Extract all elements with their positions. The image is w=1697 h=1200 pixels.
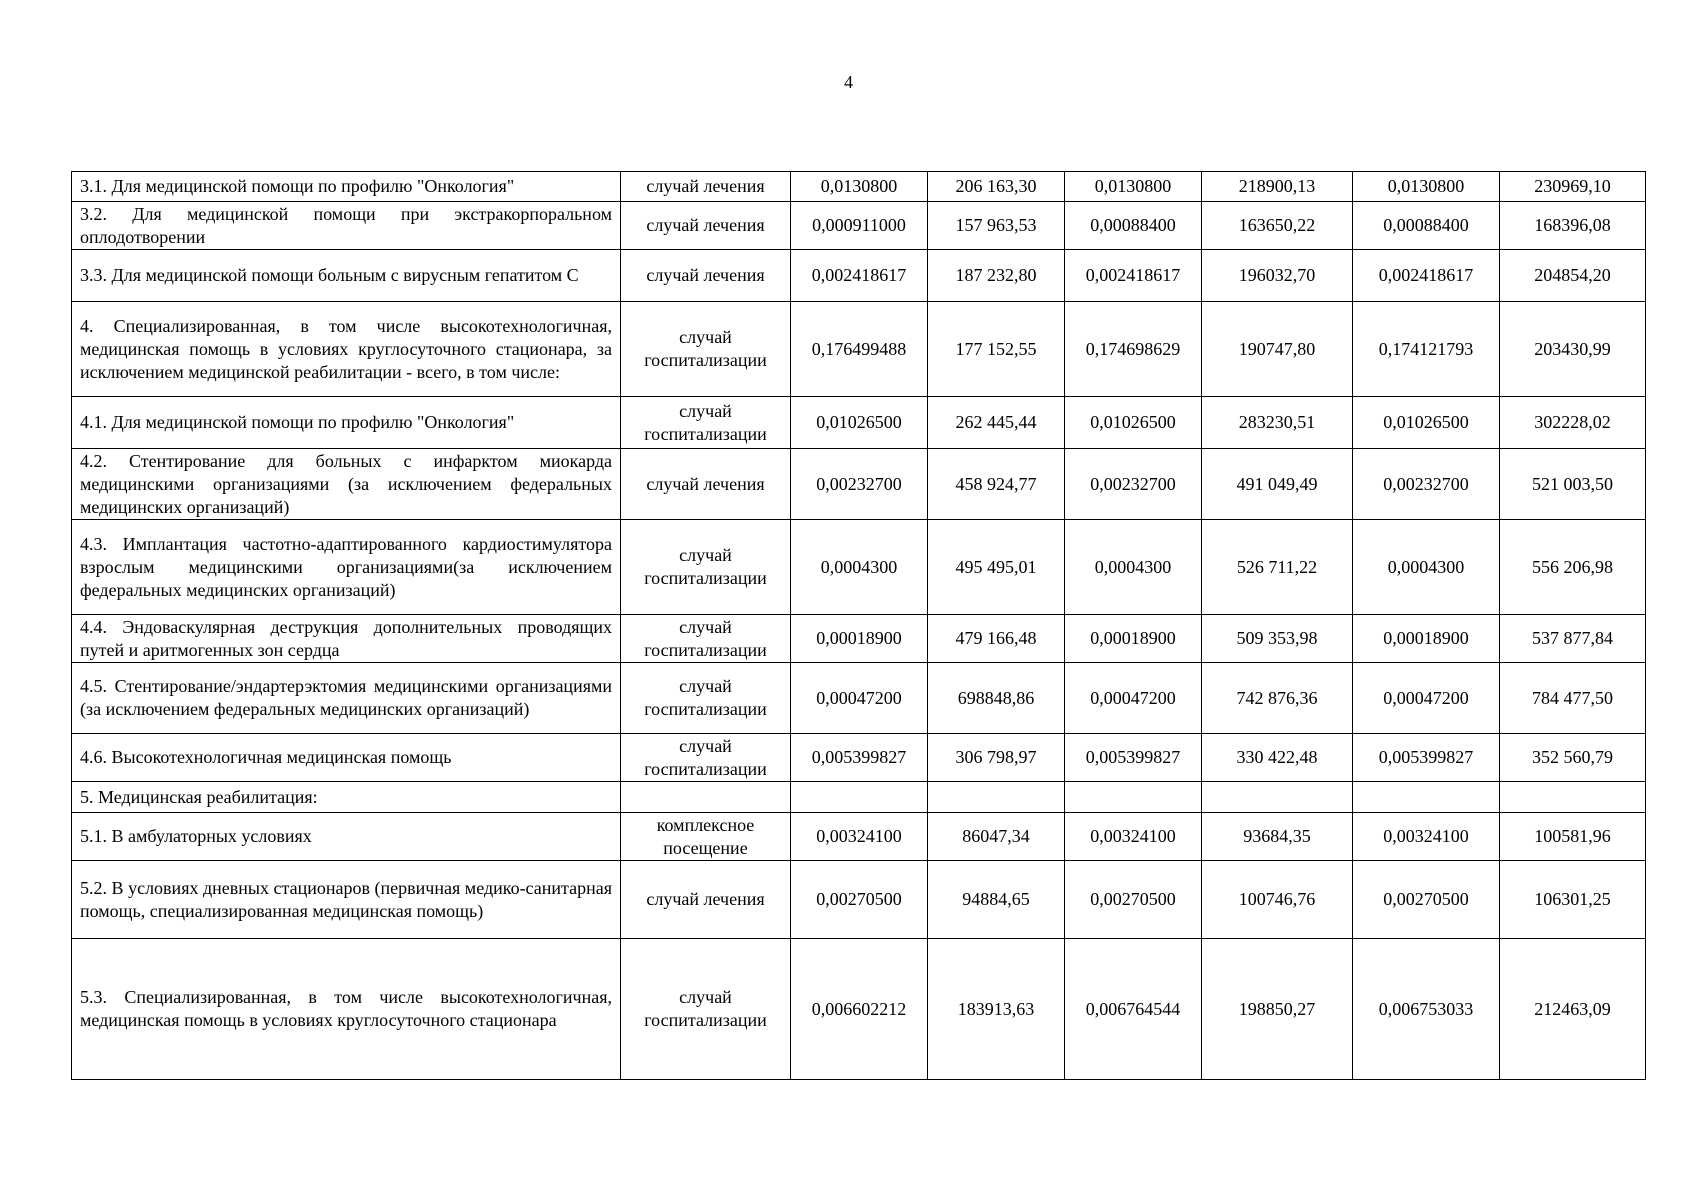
row-value: 0,00018900	[1065, 615, 1202, 663]
row-value: 537 877,84	[1500, 615, 1646, 663]
row-value: 0,00270500	[791, 861, 928, 939]
row-unit: случай госпитализации	[621, 302, 791, 397]
row-value: 0,00324100	[1065, 813, 1202, 861]
row-value: 302228,02	[1500, 397, 1646, 449]
row-value: 106301,25	[1500, 861, 1646, 939]
row-name: 4. Специализированная, в том числе высокотехнологичная, медицинская помощь в условиях круглосуточного стационара, за исключением медицинской реабилитации - всего, в том числе:	[72, 302, 621, 397]
row-value: 0,00232700	[791, 449, 928, 520]
table-row	[72, 939, 1646, 1080]
row-value: 0,01026500	[791, 397, 928, 449]
row-unit: случай госпитализации	[621, 397, 791, 449]
row-value: 0,174698629	[1065, 302, 1202, 397]
row-value: 0,006602212	[791, 939, 928, 1080]
row-value: 0,00324100	[1353, 813, 1500, 861]
row-name: 4.4. Эндоваскулярная деструкция дополнительных проводящих путей и аритмогенных зон сердца	[72, 615, 621, 663]
row-value: 458 924,77	[928, 449, 1065, 520]
table-row	[72, 449, 1646, 520]
row-value: 0,000911000	[791, 202, 928, 250]
row-value: 93684,35	[1202, 813, 1353, 861]
row-value: 203430,99	[1500, 302, 1646, 397]
row-value: 521 003,50	[1500, 449, 1646, 520]
row-value	[791, 782, 928, 813]
row-value	[1500, 782, 1646, 813]
row-unit: комплексное посещение	[621, 813, 791, 861]
row-name: 5.1. В амбулаторных условиях	[72, 813, 621, 861]
row-value: 100581,96	[1500, 813, 1646, 861]
row-value: 784 477,50	[1500, 663, 1646, 734]
row-name: 4.6. Высокотехнологичная медицинская помощь	[72, 734, 621, 782]
row-value: 0,00232700	[1065, 449, 1202, 520]
row-unit: случай госпитализации	[621, 615, 791, 663]
row-value: 0,005399827	[1353, 734, 1500, 782]
row-value: 479 166,48	[928, 615, 1065, 663]
row-value: 556 206,98	[1500, 520, 1646, 615]
row-value: 742 876,36	[1202, 663, 1353, 734]
row-name: 5.3. Специализированная, в том числе высокотехнологичная, медицинская помощь в условиях круглосуточного стационара	[72, 939, 621, 1080]
row-value: 163650,22	[1202, 202, 1353, 250]
table-row	[72, 615, 1646, 663]
row-value	[1202, 782, 1353, 813]
row-value: 100746,76	[1202, 861, 1353, 939]
row-unit: случай госпитализации	[621, 734, 791, 782]
row-value: 212463,09	[1500, 939, 1646, 1080]
row-value: 0,0130800	[1353, 172, 1500, 202]
row-value: 0,002418617	[1065, 250, 1202, 302]
row-unit: случай лечения	[621, 250, 791, 302]
row-value: 0,00324100	[791, 813, 928, 861]
row-name: 3.2. Для медицинской помощи при экстракорпоральном оплодотворении	[72, 202, 621, 250]
row-value: 526 711,22	[1202, 520, 1353, 615]
row-value: 206 163,30	[928, 172, 1065, 202]
row-value: 0,0004300	[1353, 520, 1500, 615]
row-value: 0,174121793	[1353, 302, 1500, 397]
row-value: 0,00018900	[1353, 615, 1500, 663]
row-value	[1065, 782, 1202, 813]
table-row	[72, 813, 1646, 861]
table-row	[72, 172, 1646, 202]
table-row	[72, 663, 1646, 734]
row-value: 306 798,97	[928, 734, 1065, 782]
row-value: 196032,70	[1202, 250, 1353, 302]
row-value: 0,002418617	[791, 250, 928, 302]
row-value: 0,006753033	[1353, 939, 1500, 1080]
table-row	[72, 202, 1646, 250]
row-value: 491 049,49	[1202, 449, 1353, 520]
page-number: 4	[844, 72, 853, 92]
row-name: 4.1. Для медицинской помощи по профилю "Онкология"	[72, 397, 621, 449]
row-value: 0,00270500	[1353, 861, 1500, 939]
row-name: 5.2. В условиях дневных стационаров (первичная медико-санитарная помощь, специализированная медицинская помощь)	[72, 861, 621, 939]
row-value: 0,002418617	[1353, 250, 1500, 302]
row-value: 0,00047200	[791, 663, 928, 734]
row-value: 352 560,79	[1500, 734, 1646, 782]
table-row	[72, 861, 1646, 939]
table-row	[72, 397, 1646, 449]
row-unit	[621, 782, 791, 813]
row-value: 168396,08	[1500, 202, 1646, 250]
table-row	[72, 734, 1646, 782]
row-value: 0,176499488	[791, 302, 928, 397]
row-value: 187 232,80	[928, 250, 1065, 302]
row-value: 0,00088400	[1065, 202, 1202, 250]
row-value: 183913,63	[928, 939, 1065, 1080]
row-value	[928, 782, 1065, 813]
table-row	[72, 250, 1646, 302]
row-value: 0,0130800	[1065, 172, 1202, 202]
row-value: 0,01026500	[1065, 397, 1202, 449]
row-unit: случай лечения	[621, 172, 791, 202]
row-value: 204854,20	[1500, 250, 1646, 302]
row-value: 0,005399827	[1065, 734, 1202, 782]
row-unit: случай лечения	[621, 861, 791, 939]
tariff-table	[71, 171, 1646, 1080]
row-unit: случай госпитализации	[621, 520, 791, 615]
row-name: 3.3. Для медицинской помощи больным с вирусным гепатитом С	[72, 250, 621, 302]
row-unit: случай госпитализации	[621, 663, 791, 734]
row-value: 0,00047200	[1353, 663, 1500, 734]
row-value: 0,00232700	[1353, 449, 1500, 520]
row-value: 262 445,44	[928, 397, 1065, 449]
row-name: 4.3. Имплантация частотно-адаптированного кардиостимулятора взрослым медицинскими организациями(за исключением федеральных медицинских организаций)	[72, 520, 621, 615]
row-value: 698848,86	[928, 663, 1065, 734]
row-value: 198850,27	[1202, 939, 1353, 1080]
row-name: 4.2. Стентирование для больных с инфарктом миокарда медицинскими организациями (за исключением федеральных медицинских организаций)	[72, 449, 621, 520]
row-value: 509 353,98	[1202, 615, 1353, 663]
row-value	[1353, 782, 1500, 813]
row-name: 3.1. Для медицинской помощи по профилю "Онкология"	[72, 172, 621, 202]
row-value: 0,00270500	[1065, 861, 1202, 939]
row-value: 230969,10	[1500, 172, 1646, 202]
table-row	[72, 782, 1646, 813]
row-value: 177 152,55	[928, 302, 1065, 397]
row-value: 0,00018900	[791, 615, 928, 663]
row-unit: случай госпитализации	[621, 939, 791, 1080]
table-row	[72, 520, 1646, 615]
table-row	[72, 302, 1646, 397]
row-value: 218900,13	[1202, 172, 1353, 202]
row-value: 0,006764544	[1065, 939, 1202, 1080]
row-value: 0,0130800	[791, 172, 928, 202]
row-unit: случай лечения	[621, 449, 791, 520]
row-value: 0,0004300	[791, 520, 928, 615]
row-value: 94884,65	[928, 861, 1065, 939]
row-name: 5. Медицинская реабилитация:	[72, 782, 621, 813]
row-value: 86047,34	[928, 813, 1065, 861]
row-value: 495 495,01	[928, 520, 1065, 615]
row-value: 0,00088400	[1353, 202, 1500, 250]
row-value: 283230,51	[1202, 397, 1353, 449]
row-value: 157 963,53	[928, 202, 1065, 250]
row-value: 0,005399827	[791, 734, 928, 782]
row-value: 190747,80	[1202, 302, 1353, 397]
row-value: 0,01026500	[1353, 397, 1500, 449]
row-name: 4.5. Стентирование/эндартерэктомия медицинскими организациями (за исключением федеральных медицинских организаций)	[72, 663, 621, 734]
row-value: 0,00047200	[1065, 663, 1202, 734]
row-value: 0,0004300	[1065, 520, 1202, 615]
row-value: 330 422,48	[1202, 734, 1353, 782]
row-unit: случай лечения	[621, 202, 791, 250]
